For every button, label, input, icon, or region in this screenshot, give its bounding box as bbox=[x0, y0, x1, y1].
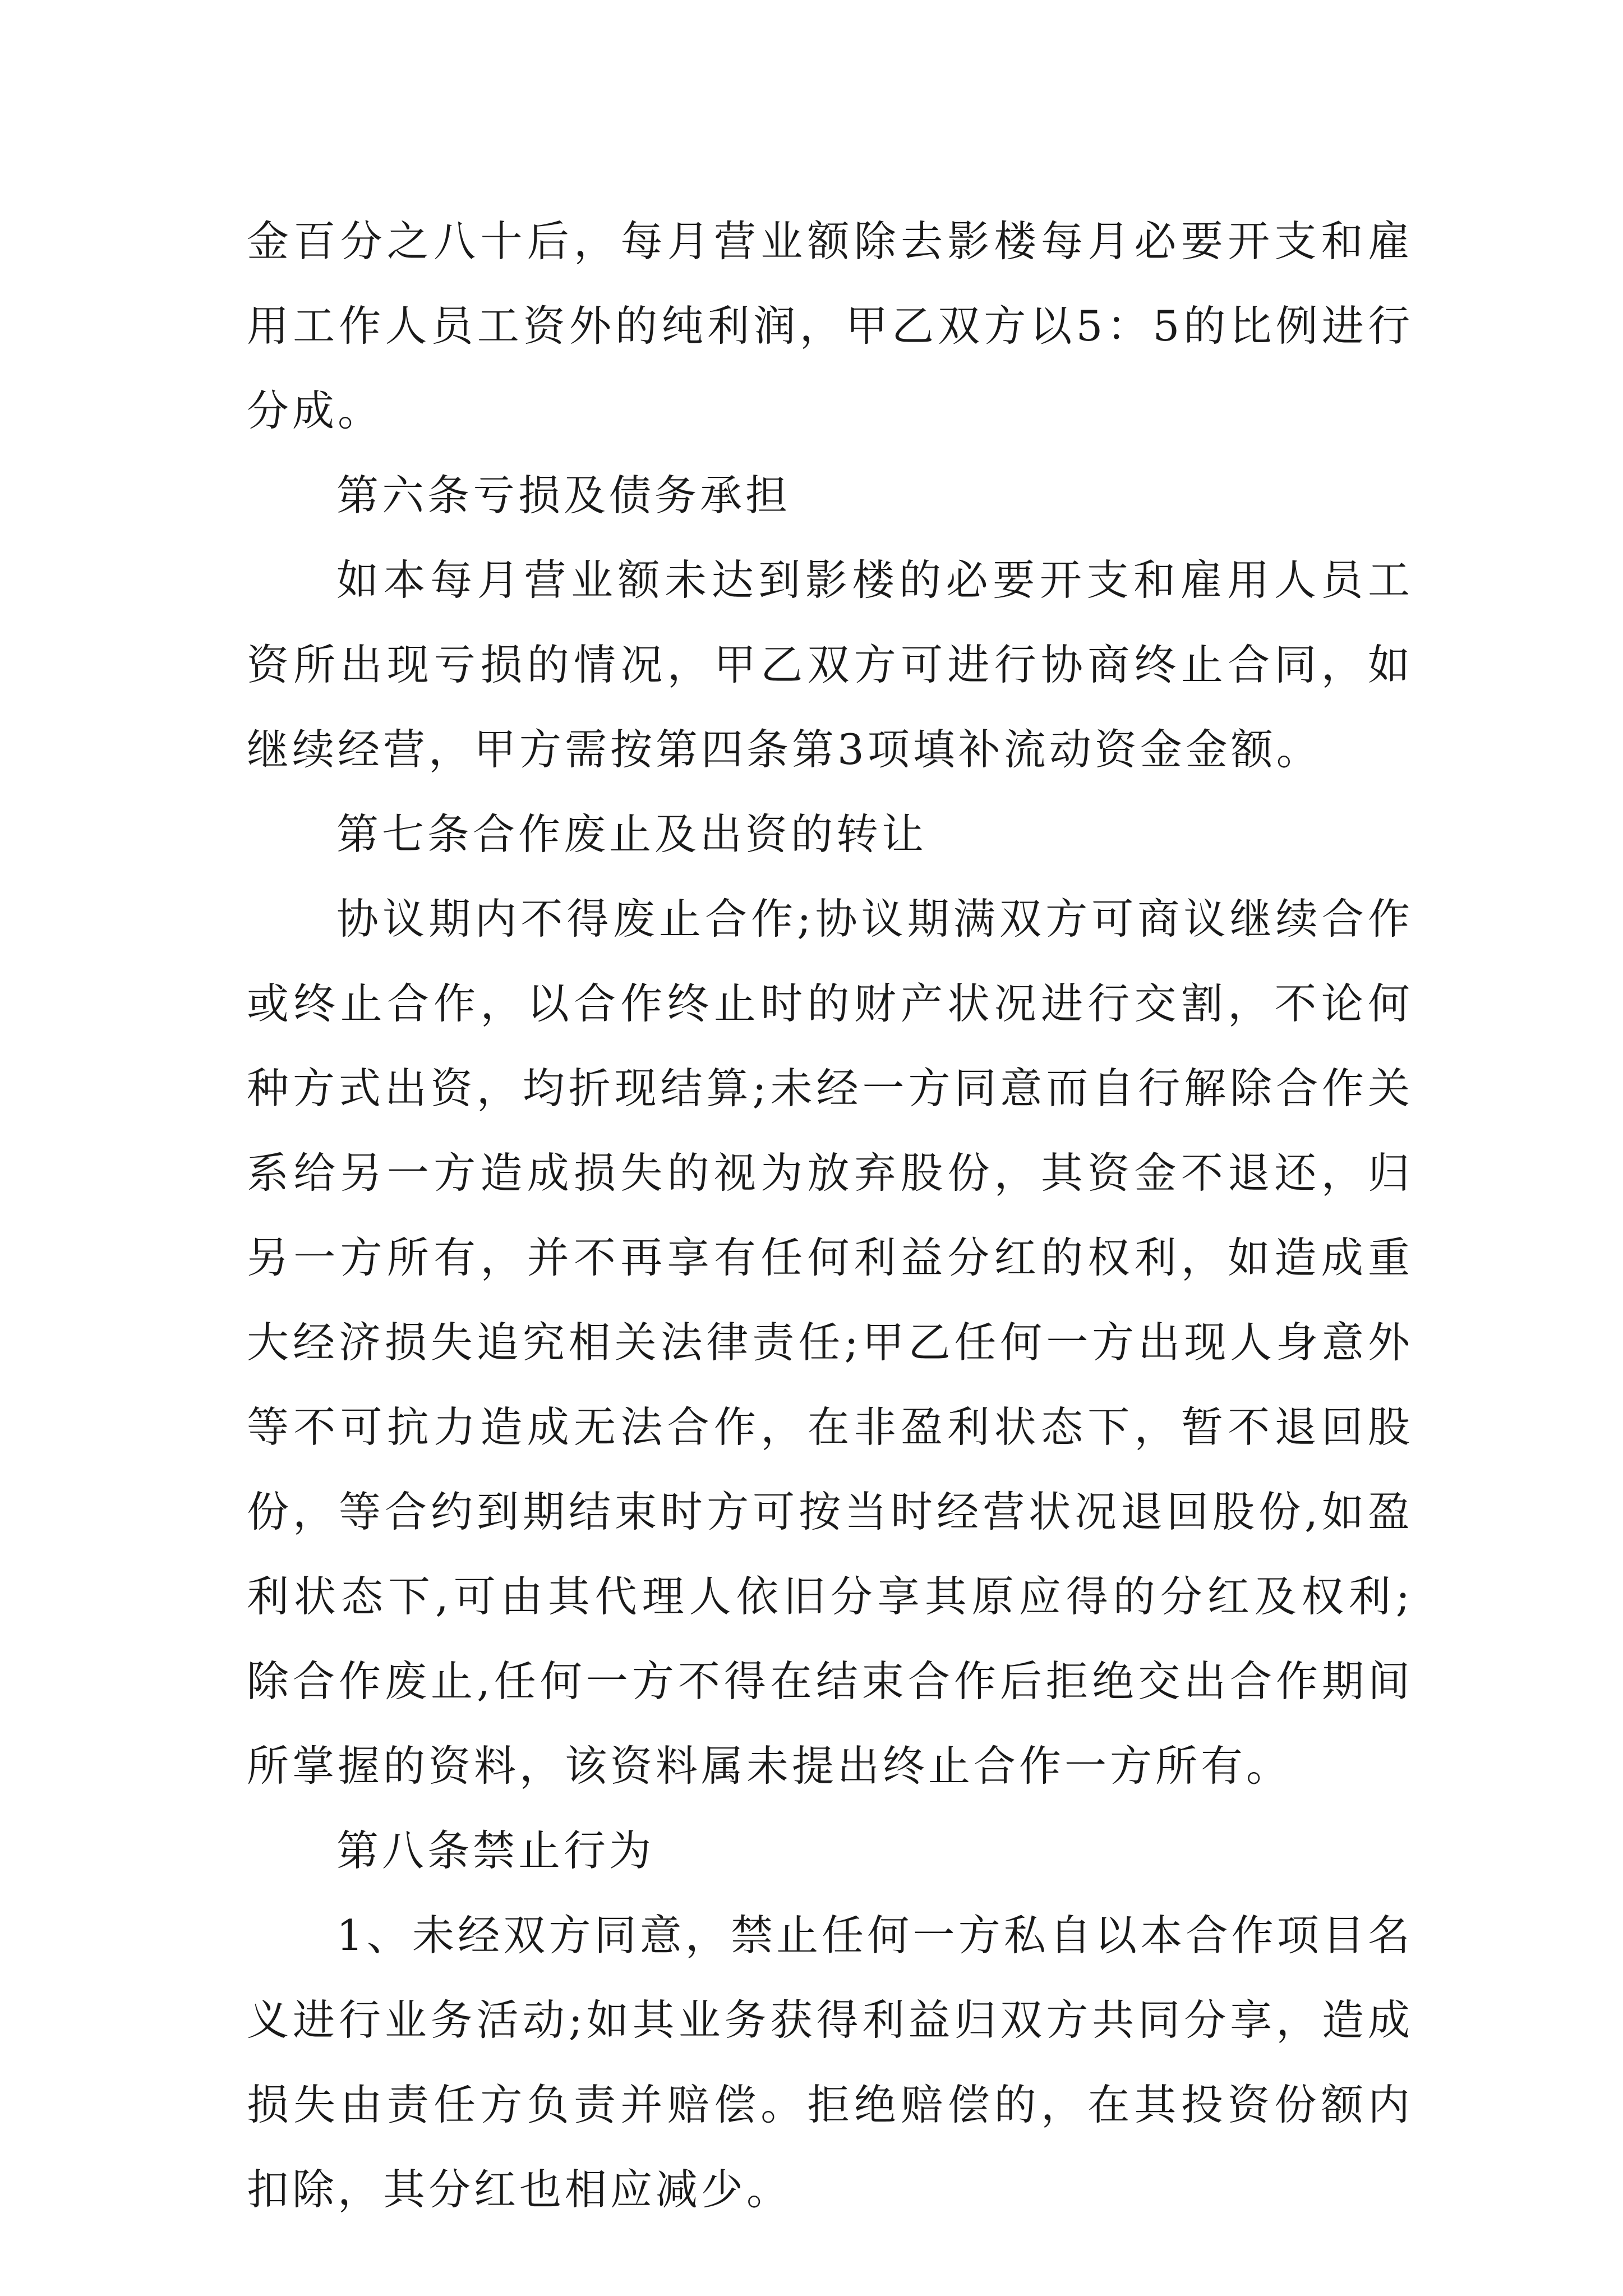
heading-article-6: 第六条亏损及债务承担 bbox=[336, 471, 791, 520]
heading-article-7: 第七条合作废止及出资的转让 bbox=[336, 809, 928, 859]
paragraph-article-7: 协议期内不得废止合作;协议期满双方可商议继续合作或终止合作，以合作终止时的财产状况进行交割，不论何种方式出资，均折现结算;未经一方同意而自行解除合作关系给另一方造成损失的视为放弃股份，其资金不退还，归另一方所有，并不再享有任何利益分红的权利，如造成重大经济损失追究相关法律责任;甲乙任何一方出现人身意外等不可抗力造成无法合作，在非盈利状态下，暂不退回股份，等合约到期结束时方可按当时经营状况退回股份,如盈利状态下,可由其代理人依旧分享其原应得的分红及权利;除合作废止,任何一方不得在结束合作后拒绝交出合作期间所掌握的资料，该资料属未提出终止合作一方所有。 bbox=[247, 894, 1413, 1791]
paragraph-profit-sharing: 金百分之八十后，每月营业额除去影楼每月必要开支和雇用工作人员工资外的纯利润，甲乙双方以5：5的比例进行分成。 bbox=[247, 217, 1413, 435]
paragraph-article-6: 如本每月营业额未达到影楼的必要开支和雇用人员工资所出现亏损的情况，甲乙双方可进行协商终止合同，如继续经营，甲方需按第四条第3项填补流动资金金额。 bbox=[247, 555, 1413, 774]
paragraph-article-8-item-1: 1、未经双方同意，禁止任何一方私自以本合作项目名义进行业务活动;如其业务获得利益归双方共同分享，造成损失由责任方负责并赔偿。拒绝赔偿的，在其投资份额内扣除，其分红也相应减少。 bbox=[247, 1911, 1413, 2214]
document-body bbox=[247, 199, 1413, 2232]
heading-article-8: 第八条禁止行为 bbox=[336, 1826, 655, 1875]
